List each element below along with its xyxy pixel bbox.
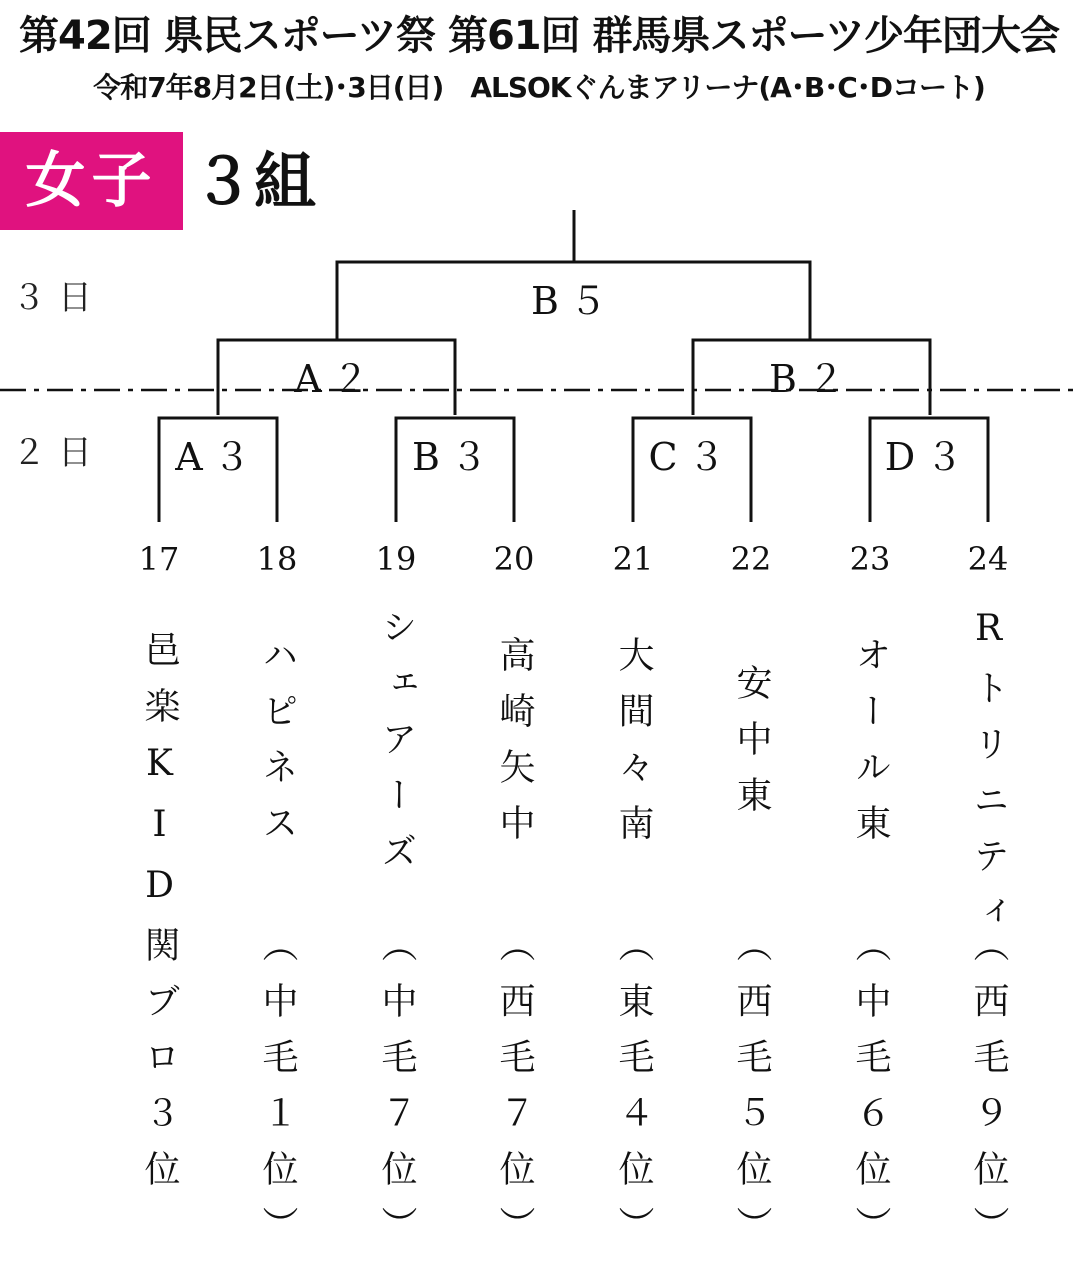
match-label-r1-3: C３ <box>648 435 736 479</box>
team-number: 23 <box>849 540 891 578</box>
page-title: 第42回 県民スポーツ祭 第61回 群馬県スポーツ少年団大会 <box>19 13 1059 59</box>
team-qualification: （西毛５位） <box>731 926 772 1262</box>
team-number: 17 <box>138 540 180 578</box>
day-label-day2: ２日 <box>12 433 104 473</box>
team-name: 高崎矢中 <box>494 636 535 860</box>
day-label-day3: ３日 <box>12 278 104 318</box>
team-qualification: （中毛１位） <box>257 926 298 1262</box>
team-qualification: （東毛４位） <box>613 926 654 1262</box>
event-subtitle: 令和7年8月2日(土)･3日(日) ALSOKぐんまアリーナ(A･B･C･Dコート) <box>93 71 985 104</box>
team-qualification: （西毛９位） <box>968 926 1009 1262</box>
team-name: 安中東 <box>731 664 772 832</box>
match-label-semi-left: A２ <box>294 357 380 401</box>
group-label: ３組 <box>192 145 317 218</box>
team-number: 20 <box>493 540 535 578</box>
team-number: 24 <box>967 540 1009 578</box>
team-number: 19 <box>375 540 417 578</box>
match-label-r1-2: B３ <box>412 435 498 479</box>
team-name: シェアーズ <box>376 608 417 888</box>
team-name: 邑楽KID関ブロ３位 <box>139 630 180 1206</box>
match-label-final: B５ <box>531 279 617 323</box>
team-qualification: （中毛６位） <box>850 926 891 1262</box>
category-badge: 女子 <box>0 132 183 230</box>
team-name: オール東 <box>850 636 891 860</box>
team-name: 大間々南 <box>613 636 654 860</box>
team-name: Rトリニティ <box>968 608 1009 949</box>
match-label-r1-4: D３ <box>884 435 974 479</box>
match-label-r1-1: A３ <box>175 435 261 479</box>
team-qualification: （中毛７位） <box>376 926 417 1262</box>
team-qualification: （西毛７位） <box>494 926 535 1262</box>
team-number: 18 <box>256 540 298 578</box>
team-name: ハピネス <box>257 636 298 860</box>
team-number: 22 <box>730 540 772 578</box>
match-label-semi-right: B２ <box>769 357 855 401</box>
team-number: 21 <box>612 540 654 578</box>
